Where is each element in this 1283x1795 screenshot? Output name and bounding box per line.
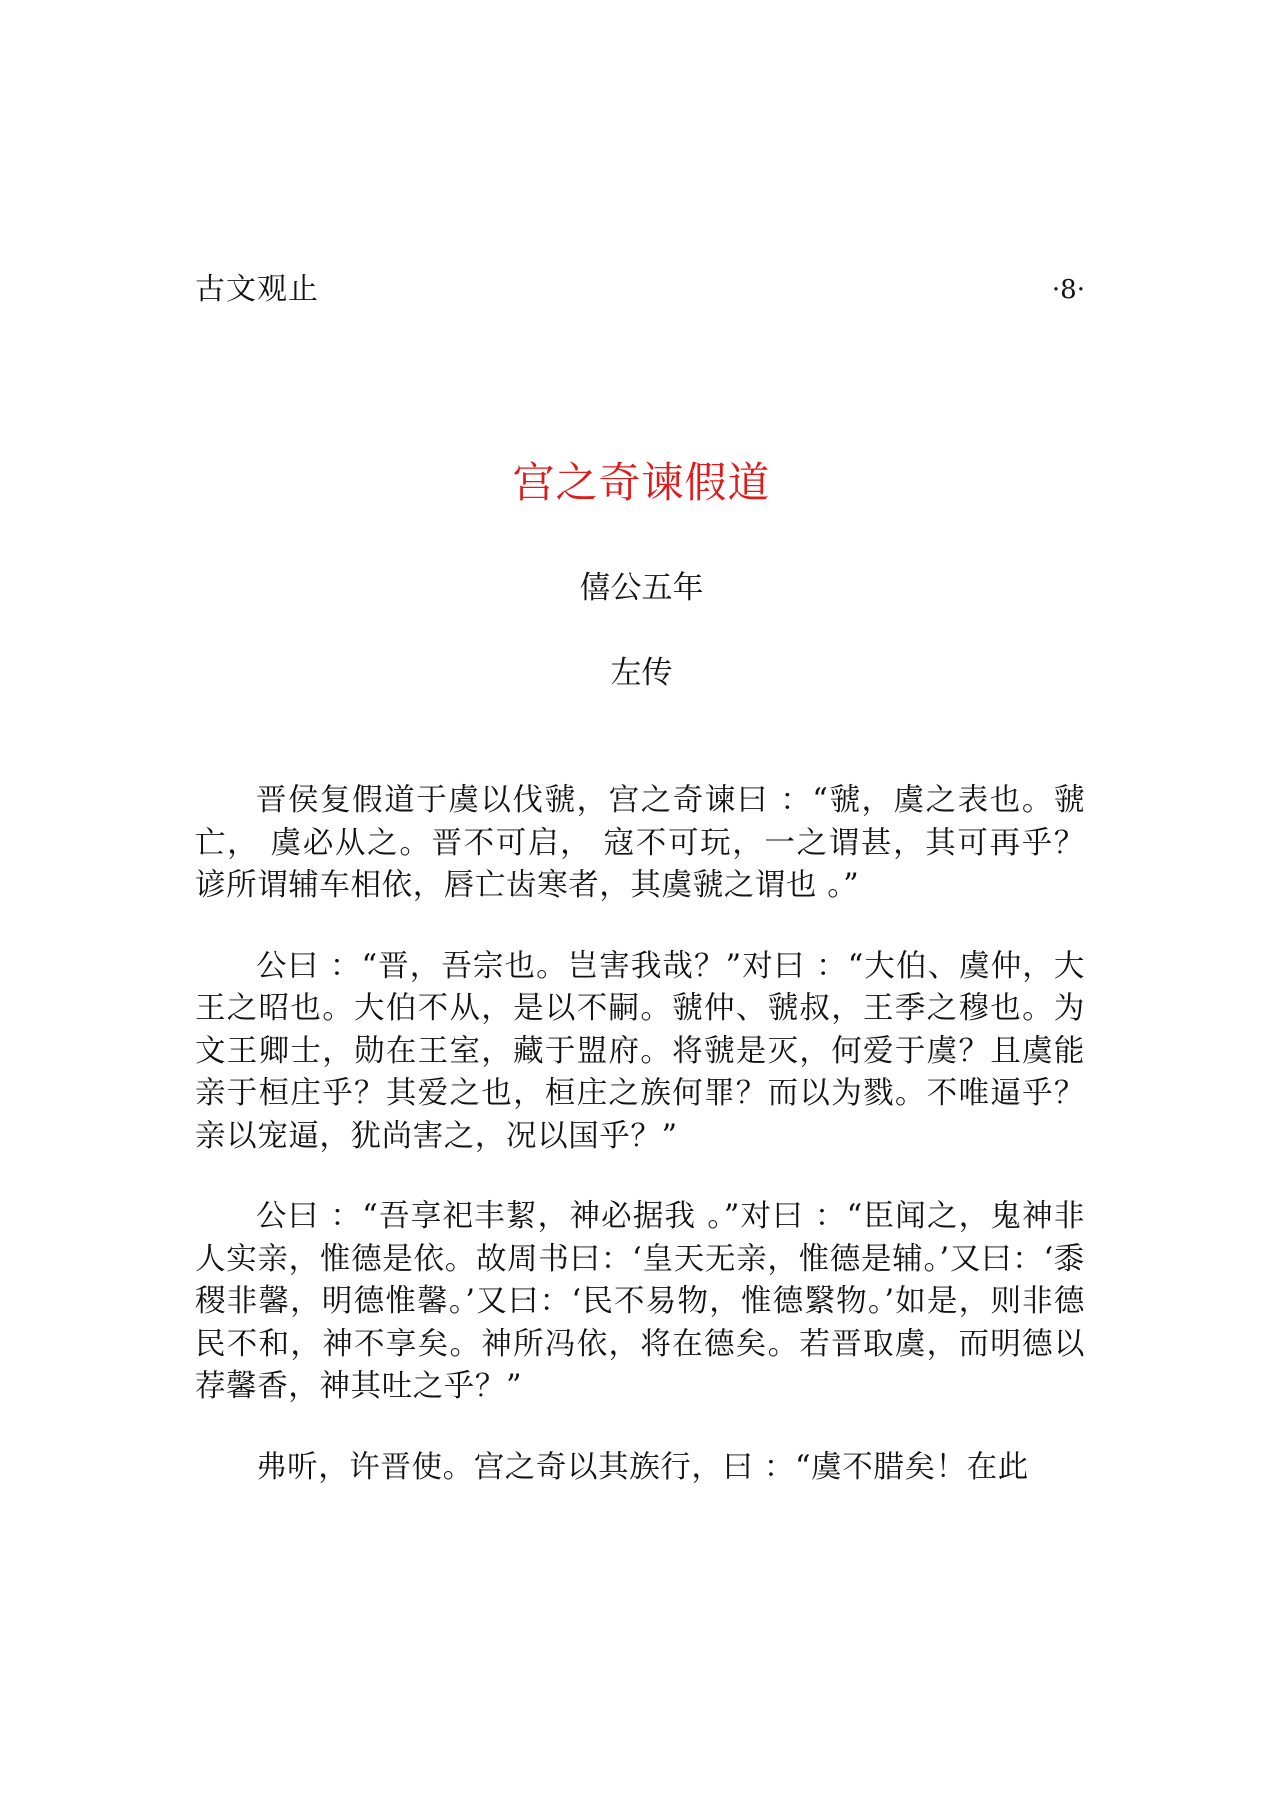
running-header [195, 268, 1085, 312]
chapter-title: 宫之奇谏假道 [512, 458, 771, 507]
chapter-year: 僖公五年 [579, 570, 704, 606]
body-text [195, 780, 1085, 1527]
page-number: ·8· [1051, 275, 1085, 305]
chapter-author: 左传 [610, 655, 673, 691]
paragraph-1: 晋侯复假道于虞以伐虢，宫之奇谏曰 ：“虢，虞之表也。虢亡， 虞必从之。晋不可启， 寇不可玩，一之谓甚，其可再乎？谚所谓辅车相依，唇亡齿寒者，其虞虢之谓也 。” [195, 783, 1085, 903]
paragraph-4: 弗听，许晋使。宫之奇以其族行，曰 ：“虞不腊矣！在此 [256, 1449, 1029, 1485]
paragraph-2: 公曰 ：“晋，吾宗也。岂害我哉？”对曰 ：“大伯、虞仲，大王之昭也。大伯不从，是以不嗣。虢仲、虢叔，王季之穆也。为文王卿士，勋在王室，藏于盟府。将虢是灭，何爱于虞？且虞能亲于桓庄乎？其爱之也，桓庄之族何罪？而以为戮。不唯逼乎？亲以宠逼，犹尚害之，况以国乎？” [195, 948, 1085, 1154]
paragraph-3: 公曰 ：“吾享祀丰絜，神必据我 。”对曰 ：“臣闻之，鬼神非人实亲，惟德是依。故周书曰：‘皇天无亲，惟德是辅。’又曰：‘黍稷非馨，明德惟馨。’又曰：‘民不易物，惟德繄物。’如是，则非德民不和，神不享矣。神所冯依，将在德矣。若晋取虞，而明德以荐馨香，神其吐之乎？” [195, 1199, 1085, 1404]
book-title: 古文观止 [195, 272, 319, 307]
